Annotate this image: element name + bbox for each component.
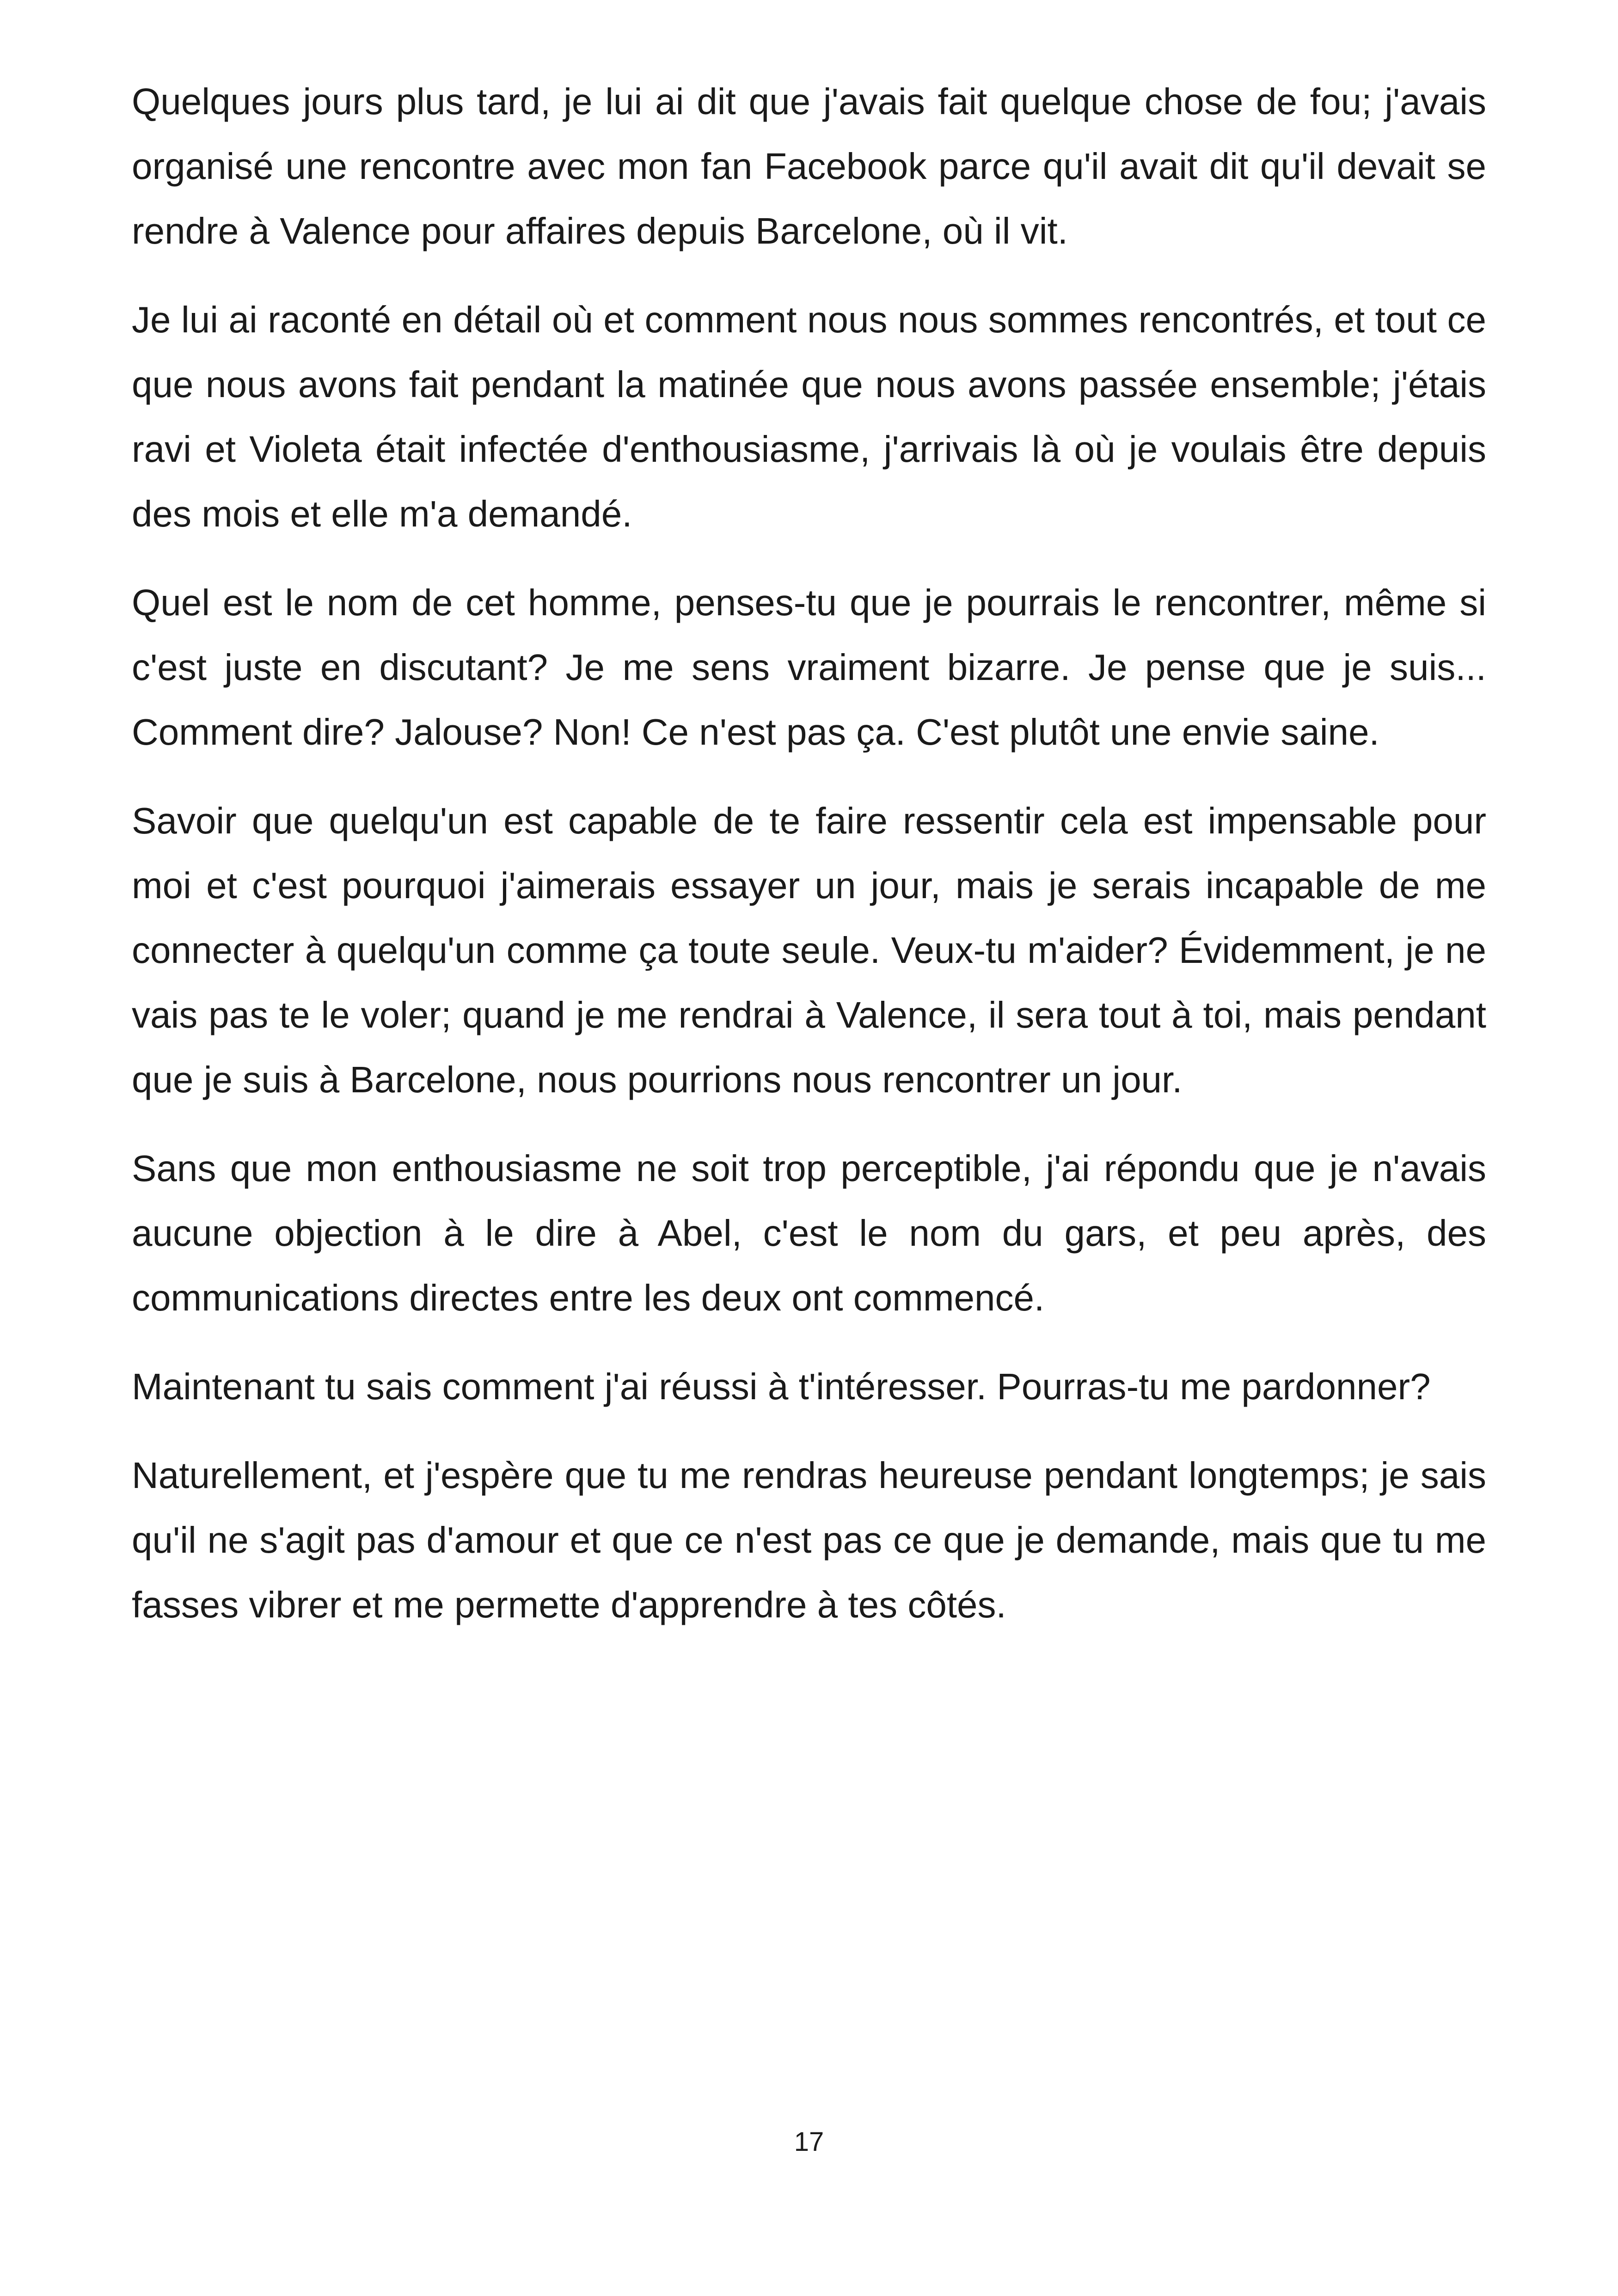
paragraph: Quel est le nom de cet homme, penses-tu que je pourrais le rencontrer, même si c'est juste en discutant? Je me sens vraiment bizarre. Je pense que je suis... Comment dire? Jalouse? Non! Ce n'est pas ça. C'est plutôt une envie saine. [132,582,1486,753]
body-text [132,69,1486,1661]
paragraph: Naturellement, et j'espère que tu me rendras heureuse pendant longtemps; je sais qu'il ne s'agit pas d'amour et que ce n'est pas ce que je demande, mais que tu me fasses vibrer et me permette d'apprendre à tes côtés. [132,1455,1486,1625]
paragraph: Savoir que quelqu'un est capable de te faire ressentir cela est impensable pour moi et c'est pourquoi j'aimerais essayer un jour, mais je serais incapable de me connecter à quelqu'un comme ça toute seule. Veux-tu m'aider? Évidemment, je ne vais pas te le voler; quand je me rendrai à Valence, il sera tout à toi, mais pendant que je suis à Barcelone, nous pourrions nous rencontrer un jour. [132,800,1486,1100]
paragraph: Maintenant tu sais comment j'ai réussi à t'intéresser. Pourras-tu me pardonner? [132,1366,1431,1407]
paragraph: Sans que mon enthousiasme ne soit trop perceptible, j'ai répondu que je n'avais aucune objection à le dire à Abel, c'est le nom du gars, et peu après, des communications directes entre les deux ont commencé. [132,1148,1486,1318]
paragraph: Quelques jours plus tard, je lui ai dit que j'avais fait quelque chose de fou; j'avais organisé une rencontre avec mon fan Facebook parce qu'il avait dit qu'il devait se rendre à Valence pour affaires depuis Barcelone, où il vit. [132,81,1486,251]
page-number: 17 [794,2127,824,2157]
paragraph: Je lui ai raconté en détail où et comment nous nous sommes rencontrés, et tout ce que nous avons fait pendant la matinée que nous avons passée ensemble; j'étais ravi et Violeta était infectée d'enthousiasme, j'arrivais là où je voulais être depuis des mois et elle m'a demandé. [132,299,1486,534]
